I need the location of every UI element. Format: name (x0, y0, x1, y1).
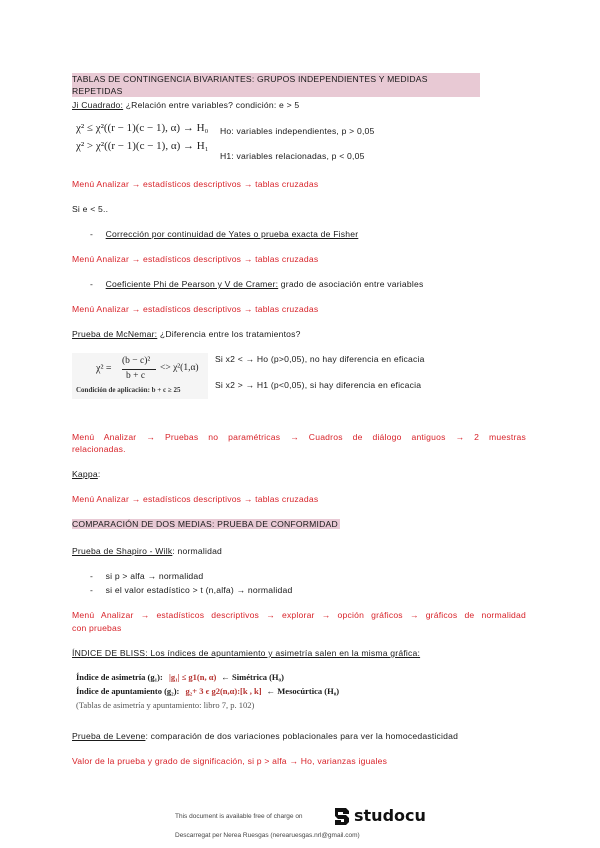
bullet-dash: - (90, 279, 94, 289)
mcnemar-numerator: (b − c)² (122, 356, 151, 366)
mcnemar-condition: Condición de aplicación: b + c ≥ 25 (76, 386, 181, 394)
levene-red-line: Valor de la prueba y grado de significación, si p > alfa → Ho, varianzas iguales (72, 756, 388, 766)
chi-formula-1: χ² ≤ χ²((r − 1)(c − 1), α) → H₀ (76, 122, 209, 134)
shapiro-bullet-1-text: si p > alfa → normalidad (105, 571, 204, 581)
bullet-dash: - (90, 571, 94, 581)
ji-cuadrado-label: Ji Cuadrado: (72, 100, 124, 110)
section-title-line1: TABLAS DE CONTINGENCIA BIVARIANTES: GRUPOS INDEPENDIENTES Y MEDIDAS (72, 74, 428, 84)
menu-path-6-line1: Menú Analizar → estadísticos descriptivos → explorar → opción gráficos → gráficos de normalidad (72, 610, 526, 620)
menu-path-4 (72, 431, 526, 444)
bullet-yates (90, 229, 358, 239)
bliss-row-1 (76, 672, 284, 682)
bullet-phi (90, 279, 423, 289)
shapiro-bullet-2-text: si el valor estadístico > t (n,alfa) → normalidad (105, 585, 293, 595)
kappa-line (72, 469, 100, 479)
h0-text: Ho: variables independientes, p > 0,05 (220, 126, 375, 136)
phi-label: Coeficiente Phi de Pearson y V de Cramer: (105, 279, 279, 289)
bliss-row-3: (Tablas de asimetría y apuntamiento: libro 7, p. 102) (76, 700, 255, 710)
levene-line (72, 731, 458, 741)
si-e-text: Si e < 5.. (72, 204, 109, 214)
ji-cuadrado-line (72, 100, 299, 110)
bliss-asimetria-label: Índice de asimetría (g₁): (76, 672, 163, 682)
mcnemar-chi-eq: χ² = (96, 363, 112, 374)
mcnemar-formula-image (72, 353, 208, 399)
shapiro-text: : normalidad (172, 546, 223, 556)
shapiro-line (72, 546, 222, 556)
levene-text: : comparación de dos variaciones poblacionales para ver la homocedasticidad (145, 731, 459, 741)
mcnemar-label: Prueba de McNemar: (72, 329, 158, 339)
menu-path-4-line1: Menú Analizar → Pruebas no paramétricas → Cuadros de diálogo antiguos → 2 muestras (72, 432, 526, 442)
bliss-image (72, 670, 372, 714)
bullet-dash: - (90, 585, 94, 595)
menu-path-6 (72, 610, 526, 620)
bliss-apuntamiento-cond: g₂+ 3 є g2(n,α):[k , k] (185, 686, 262, 696)
bliss-apuntamiento-result: ← Mesocúrtica (H₀) (266, 686, 340, 696)
levene-label: Prueba de Levene (72, 731, 146, 741)
h1-text: H1: variables relacionadas, p < 0,05 (220, 151, 365, 161)
yates-text: Corrección por continuidad de Yates o prueba exacta de Fisher (105, 229, 359, 239)
phi-text: grado de asociación entre variables (278, 279, 424, 289)
menu-path-6-line2: con pruebas (72, 623, 122, 633)
mcnemar-result-1: Si x2 < → Ho (p>0,05), no hay diferencia en eficacia (215, 354, 425, 364)
footer-downloaded-by: Descarregat per Nerea Ruesgas (nerearuesgas.nrl@gmail.com) (175, 832, 360, 839)
mcnemar-rhs: <> χ²(1,α) (160, 363, 199, 373)
section-title-contingencia (72, 73, 480, 97)
mcnemar-text: ¿Diferencia entre los tratamientos? (157, 329, 301, 339)
ji-cuadrado-text: ¿Relación entre variables? condición: e > 5 (123, 100, 300, 110)
section-title-line2: REPETIDAS (72, 86, 123, 96)
section-title-comparacion: COMPARACIÓN DE DOS MEDIAS: PRUEBA DE CONFORMIDAD (72, 519, 338, 529)
mcnemar-denominator: b + c (126, 371, 146, 381)
bliss-row-2 (76, 686, 339, 696)
menu-path-2: Menú Analizar → estadísticos descriptivos → tablas cruzadas (72, 254, 319, 264)
mcnemar-result-2: Si x2 > → H1 (p<0,05), si hay diferencia en eficacia (215, 380, 422, 390)
bliss-asimetria-cond: |g₁| ≤ g1(n, α) (168, 672, 217, 682)
bliss-asimetria-result: ← Simétrica (H₀) (221, 672, 284, 682)
fraction-bar (122, 369, 156, 370)
chi-formula-2: χ² > χ²((r − 1)(c − 1), α) → H₁ (76, 140, 209, 152)
kappa-colon: : (97, 469, 101, 479)
studocu-wordmark: studocu (354, 806, 426, 825)
footer-available-note: This document is available free of charge on (175, 813, 303, 820)
shapiro-label: Prueba de Shapiro - Wilk (72, 546, 173, 556)
shapiro-bullet-2 (90, 585, 292, 595)
menu-path-5: Menú Analizar → estadísticos descriptivos → tablas cruzadas (72, 494, 319, 504)
bullet-dash: - (90, 229, 94, 239)
bliss-title: ÍNDICE DE BLISS: Los índices de apuntamiento y asimetría salen en la misma gráfica: (72, 648, 421, 658)
shapiro-bullet-1 (90, 571, 203, 581)
menu-path-4-line2: relacionadas. (72, 444, 126, 454)
bliss-apuntamiento-label: Índice de apuntamiento (g₂): (76, 686, 180, 696)
menu-path-1: Menú Analizar → estadísticos descriptivos → tablas cruzadas (72, 179, 319, 189)
kappa-label: Kappa (72, 469, 98, 479)
menu-path-3: Menú Analizar → estadísticos descriptivos → tablas cruzadas (72, 304, 319, 314)
studocu-logo-icon (332, 805, 352, 827)
mcnemar-line (72, 329, 301, 339)
